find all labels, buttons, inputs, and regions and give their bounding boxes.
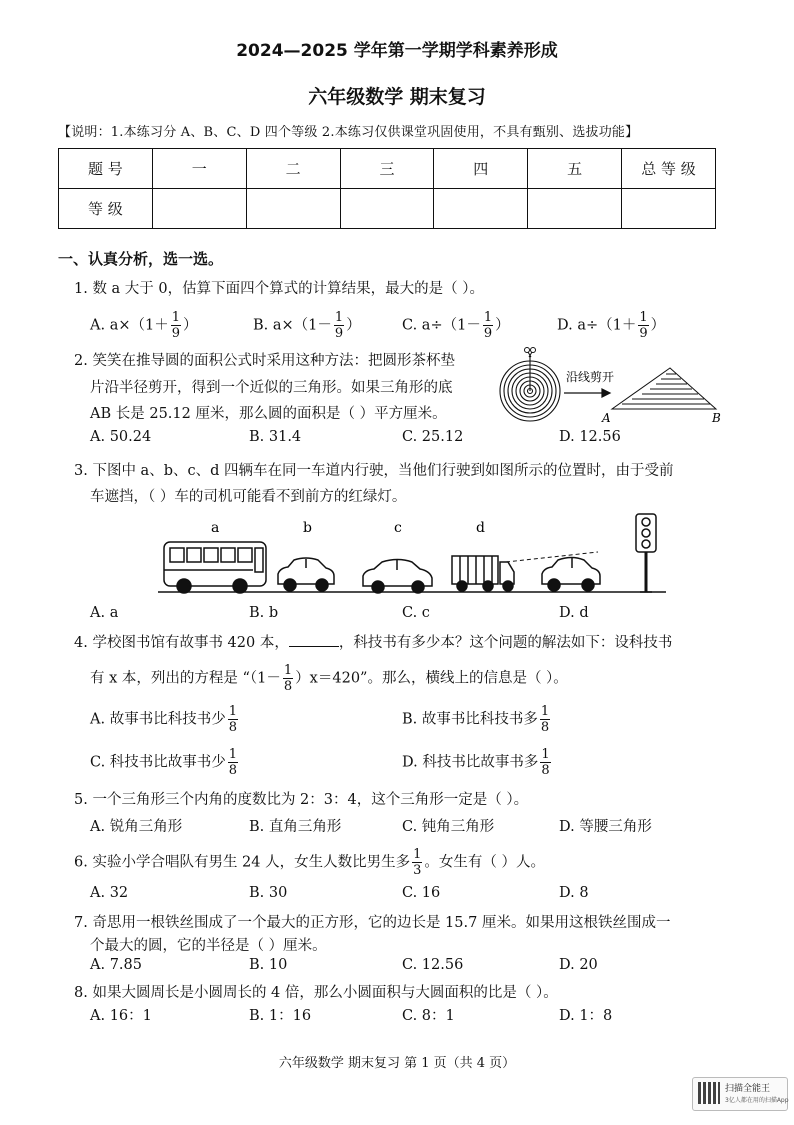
header-cell: 二 [246,149,340,189]
grade-cell[interactable] [246,189,340,229]
arrow-icon [564,389,610,397]
q5-stem: 5. 一个三角形三个内角的度数比为 2：3：4，这个三角形一定是（ ）。 [74,792,529,808]
q8-option-a[interactable]: A. 16：1 [90,1008,152,1024]
q5-option-b[interactable]: B. 直角三角形 [249,819,342,835]
option-text: B. a×（1－ [253,317,332,334]
scissors-icon [525,348,536,358]
instructions-note: 【说明：1.本练习分 A、B、C、D 四个等级 2.本练习仅供课堂巩固使用，不具有甄别、选拔功能】 [58,125,639,140]
cut-label: 沿线剪开 [566,370,615,384]
grade-table [58,148,716,229]
q4-option-d[interactable]: D. 科技书比故事书多 $\frac{1}{8}$ [402,747,550,778]
point-a-label: A [602,411,611,425]
fraction: $\frac{1}{9}$ [483,310,493,341]
q4-option-b[interactable]: B. 故事书比科技书多 $\frac{1}{8}$ [402,704,550,735]
traffic-light-icon [636,514,656,592]
circle-to-triangle-figure [498,343,728,433]
row-label: 等 级 [59,189,153,229]
q3-option-c[interactable]: C. c [402,605,430,621]
fraction: $\frac{1}{8}$ [541,747,550,778]
q2-line2: 片沿半径剪开，得到一个近似的三角形。如果三角形的底 [90,380,453,396]
grade-cell[interactable] [528,189,622,229]
q1-option-b[interactable]: B. a×（1－ $\frac{1}{9}$ ） [253,310,361,341]
fraction: $\frac{1}{8}$ [228,704,237,735]
car-icon [278,558,334,591]
header-cell: 四 [434,149,528,189]
q8-option-d[interactable]: D. 1：8 [559,1008,613,1024]
q8-option-b[interactable]: B. 1：16 [249,1008,312,1024]
q4-line1: 4. 学校图书馆有故事书 420 本， ，科技书有多少本？这个问题的解法如下：设科技书 [74,635,673,651]
q3-option-b[interactable]: B. b [249,605,279,621]
q1-option-d[interactable]: D. a÷（1＋ $\frac{1}{9}$ ） [557,310,666,341]
grade-cell[interactable] [622,189,716,229]
badge-subtitle: 3亿人都在用的扫描App [725,1097,789,1104]
q2-option-c[interactable]: C. 25.12 [402,429,464,445]
exam-title: 2024—2025 学年第一学期学科素养形成 [236,41,558,61]
q3-option-d[interactable]: D. d [559,605,589,621]
q2-line1: 2. 笑笑在推导圆的面积公式时采用这种方法：把圆形茶杯垫 [74,353,455,369]
q7-line2: 个最大的圆，它的半径是（ ）厘米。 [90,938,327,954]
bus-icon [164,542,266,593]
q6-option-a[interactable]: A. 32 [90,885,129,901]
fraction: $\frac{1}{9}$ [639,310,648,341]
header-cell: 五 [528,149,622,189]
car-label-d: d [476,520,485,536]
option-text: A. a×（1＋ [90,317,169,334]
car-label-a: a [211,520,220,536]
q6-option-d[interactable]: D. 8 [559,885,589,901]
q3-line2: 车遮挡，（ ）车的司机可能看不到前方的红绿灯。 [90,489,407,505]
q2-option-a[interactable]: A. 50.24 [90,429,152,445]
q7-option-a[interactable]: A. 7.85 [90,957,142,973]
q2-line3: AB 长是 25.12 厘米，那么圆的面积是（ ）平方厘米。 [90,406,447,422]
car-label-c: c [394,520,402,536]
grade-cell[interactable] [340,189,434,229]
q5-option-a[interactable]: A. 锐角三角形 [90,819,183,835]
q6-stem: 6. 实验小学合唱队有男生 24 人，女生人数比男生多 $\frac{1}{3}$ 。女生有（ ）人。 [74,847,546,878]
car-label-b: b [303,520,312,536]
fraction: $\frac{1}{9}$ [334,310,344,341]
grade-table-row [59,189,716,229]
section-title: 一、认真分析，选一选。 [58,250,224,268]
q7-option-d[interactable]: D. 20 [559,957,598,973]
q7-line1: 7. 奇思用一根铁丝围成了一个最大的正方形，它的边长是 15.7 厘米。如果用这根铁丝围成一 [74,915,671,931]
q1-option-a[interactable]: A. a×（1＋ $\frac{1}{9}$ ） [90,310,198,341]
q2-option-b[interactable]: B. 31.4 [249,429,302,445]
answer-blank[interactable] [289,634,339,647]
q2-option-d[interactable]: D. 12.56 [559,429,621,445]
fraction: $\frac{1}{8}$ [228,747,238,778]
truck-icon [452,556,514,591]
q4-option-c[interactable]: C. 科技书比故事书少 $\frac{1}{8}$ [90,747,238,778]
q6-option-b[interactable]: B. 30 [249,885,288,901]
q8-option-c[interactable]: C. 8：1 [402,1008,455,1024]
q8-stem: 8. 如果大圆周长是小圆周长的 4 倍，那么小圆面积与大圆面积的比是（ ）。 [74,985,558,1001]
header-cell: 三 [340,149,434,189]
q4-option-a[interactable]: A. 故事书比科技书少 $\frac{1}{8}$ [90,704,237,735]
q7-option-b[interactable]: B. 10 [249,957,288,973]
car-icon [542,558,600,592]
grade-table-header-row [59,149,716,189]
header-cell: 一 [152,149,246,189]
qr-code-icon [698,1082,720,1104]
q7-option-c[interactable]: C. 12.56 [402,957,464,973]
scanner-badge [692,1077,788,1111]
q5-option-c[interactable]: C. 钝角三角形 [402,819,495,835]
fraction: $\frac{1}{8}$ [540,704,550,735]
q6-option-c[interactable]: C. 16 [402,885,441,901]
header-cell: 总 等 级 [622,149,716,189]
fraction: $\frac{1}{3}$ [413,847,422,878]
fraction: $\frac{1}{8}$ [283,663,293,694]
q1-stem: 1. 数 a 大于 0，估算下面四个算式的计算结果，最大的是（ ）。 [74,281,484,297]
q5-option-d[interactable]: D. 等腰三角形 [559,819,652,835]
triangle-shape [612,368,716,409]
badge-title: 扫描全能王 [725,1084,771,1094]
q1-option-c[interactable]: C. a÷（1－ $\frac{1}{9}$ ） [402,310,510,341]
exam-subtitle: 六年级数学 期末复习 [308,86,486,108]
car-icon [363,560,432,594]
point-b-label: B [712,411,721,425]
q3-option-a[interactable]: A. a [90,605,119,621]
q4-line2: 有 x 本，列出的方程是 “（1－ $\frac{1}{8}$ ）x＝420”。那么，横线上的信息是（ ）。 [90,663,568,694]
option-text: C. a÷（1－ [402,317,481,334]
traffic-scene-figure [158,512,666,602]
q3-line1: 3. 下图中 a、b、c、d 四辆车在同一车道内行驶，当他们行驶到如图所示的位置时，由于受前 [74,463,674,479]
grade-cell[interactable] [152,189,246,229]
option-text: D. a÷（1＋ [557,317,637,334]
fraction: $\frac{1}{9}$ [171,310,180,341]
header-cell: 题 号 [59,149,153,189]
grade-cell[interactable] [434,189,528,229]
concentric-circle [500,355,560,421]
page-footer: 六年级数学 期末复习 第 1 页（共 4 页） [278,1056,516,1071]
